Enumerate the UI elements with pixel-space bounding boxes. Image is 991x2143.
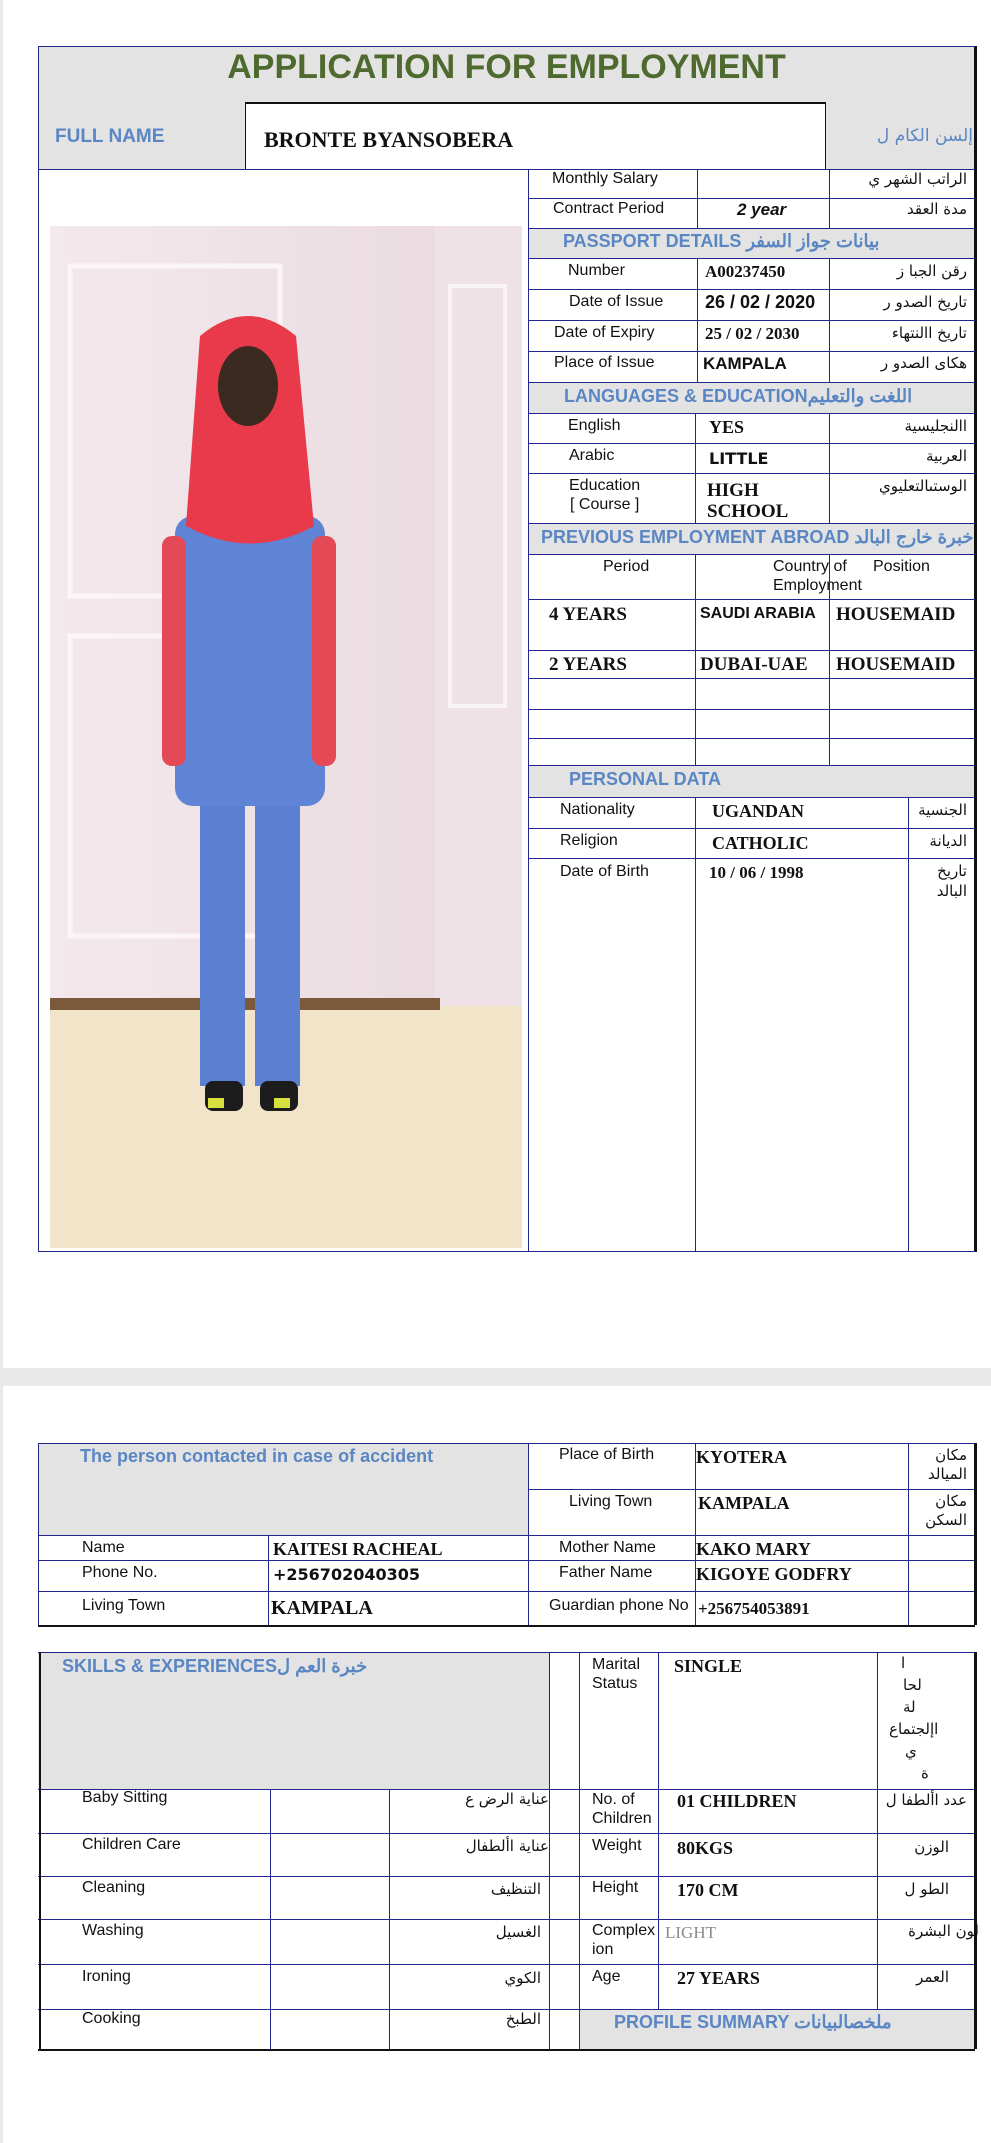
skill-label-baby-sitting: Baby Sitting (82, 1789, 168, 1806)
date-of-expiry-arabic: تاريخ االنتهاء (891, 324, 967, 342)
date-of-birth-arabic-line2: البالد (936, 882, 967, 900)
height-label: Height (592, 1879, 639, 1896)
contact-town-label: Living Town (82, 1597, 166, 1614)
mother-name-label: Mother Name (559, 1539, 656, 1556)
english-value: YES (709, 417, 745, 437)
place-of-issue-label: Place of Issue (554, 354, 655, 371)
education-label: Education (569, 477, 641, 494)
previous-employment-header: PREVIOUS EMPLOYMENT ABROAD خبرة خارج البالد (541, 527, 974, 547)
passport-number-label: Number (568, 262, 625, 279)
children-label-line2: Children (592, 1810, 652, 1827)
country-column-header-line2: Employment (773, 577, 862, 594)
guardian-phone-label: Guardian phone No (549, 1597, 689, 1614)
full-name-label: FULL NAME (55, 126, 165, 147)
weight-value: 80KGS (677, 1838, 734, 1858)
nationality-value: UGANDAN (712, 801, 804, 821)
education-course-label: [ Course ] (570, 496, 640, 513)
monthly-salary-arabic: الراتب الشهر ي (868, 170, 967, 188)
employment-country-1: SAUDI ARABIA (700, 605, 816, 622)
place-of-birth-arabic-line2: الميالد (928, 1465, 967, 1483)
skill-arabic-ironing: الكوي (504, 1969, 541, 1987)
religion-arabic: الديانة (929, 832, 967, 850)
complexion-label-line2: ion (592, 1941, 614, 1958)
page-2 (3, 1386, 991, 2143)
passport-header: PASSPORT DETAILS بيانات جواز السفر (563, 231, 880, 251)
education-value: HIGH (707, 480, 759, 501)
mother-name-value: KAKO MARY (696, 1539, 811, 1559)
children-label: No. of (592, 1791, 635, 1808)
height-arabic: الطو ل (904, 1880, 949, 1898)
marital-status-label-line2: Status (592, 1675, 638, 1692)
place-of-birth-arabic: مكان (935, 1446, 967, 1464)
age-arabic: العمر (916, 1968, 949, 1986)
passport-number-arabic: رقن الجبا ز (896, 262, 967, 280)
date-of-issue-label: Date of Issue (569, 293, 664, 310)
contract-period-arabic: مدة العقد (907, 200, 967, 218)
place-of-issue-value: KAMPALA (703, 354, 787, 373)
nationality-label: Nationality (560, 801, 635, 818)
weight-label: Weight (592, 1837, 642, 1854)
contract-period-label: Contract Period (553, 200, 665, 217)
skill-arabic-cleaning: التنظيف (490, 1880, 541, 1898)
skill-arabic-washing: الغسيل (495, 1923, 541, 1941)
date-of-birth-value: 10 / 06 / 1998 (709, 863, 804, 882)
skill-label-children-care: Children Care (82, 1836, 181, 1853)
profile-summary-header: PROFILE SUMMARY ملخصالبيانات (614, 2012, 892, 2032)
date-of-expiry-value: 25 / 02 / 2030 (705, 324, 800, 343)
living-town-arabic: مكان (935, 1492, 967, 1510)
skill-label-ironing: Ironing (82, 1968, 131, 1985)
contact-town-value: KAMPALA (271, 1597, 373, 1619)
english-arabic: االنجليسية (904, 417, 967, 435)
complexion-value: LIGHT (665, 1923, 716, 1942)
employment-country-2: DUBAI-UAE (700, 654, 808, 675)
skill-arabic-children-care: عناية األطفال (465, 1837, 549, 1855)
country-column-header: Country of (773, 558, 847, 575)
contact-phone-label: Phone No. (82, 1564, 158, 1581)
father-name-label: Father Name (559, 1564, 653, 1581)
languages-header: LANGUAGES & EDUCATIONاللغت والتعليم (564, 386, 913, 406)
complexion-arabic: لون البشرة (908, 1922, 979, 1940)
period-column-header: Period (603, 558, 650, 575)
contact-name-label: Name (82, 1539, 125, 1556)
page-1 (3, 0, 991, 1368)
full-name-value: BRONTE BYANSOBERA (264, 127, 514, 152)
marital-status-label: Marital (592, 1656, 641, 1673)
arabic-label: Arabic (569, 447, 615, 464)
height-value: 170 CM (677, 1880, 739, 1900)
religion-value: CATHOLIC (712, 833, 809, 853)
contract-period-value: 2 year (737, 200, 787, 219)
contact-phone-value: +256702040305 (273, 1565, 420, 1584)
skill-arabic-baby-sitting: عناية الرض ع (465, 1790, 549, 1808)
emergency-contact-header: The person contacted in case of accident (80, 1446, 434, 1466)
skill-label-cleaning: Cleaning (82, 1879, 146, 1896)
page-title: APPLICATION FOR EMPLOYMENT (227, 48, 786, 86)
marital-status-arabic: ا لحا لة اإلجتماع ي ة (889, 1654, 939, 1782)
father-name-value: KIGOYE GODFRY (696, 1564, 852, 1584)
monthly-salary-label: Monthly Salary (552, 170, 658, 187)
complexion-label: Complex (592, 1922, 656, 1939)
education-value-line2: SCHOOL (707, 501, 789, 522)
employment-position-2: HOUSEMAID (836, 654, 956, 675)
full-name-arabic: إلسن الكام ل (876, 126, 973, 146)
skill-label-washing: Washing (82, 1922, 144, 1939)
arabic-value: LITTLE (709, 449, 769, 468)
place-of-birth-label: Place of Birth (559, 1446, 655, 1463)
contact-name-value: KAITESI RACHEAL (273, 1539, 443, 1559)
children-value: 01 CHILDREN (677, 1791, 797, 1811)
personal-data-header: PERSONAL DATA (569, 769, 722, 789)
nationality-arabic: الجنسية (918, 801, 967, 819)
skill-arabic-cooking: الطبخ (505, 2010, 541, 2028)
marital-status-value: SINGLE (674, 1656, 743, 1676)
position-column-header: Position (873, 558, 930, 575)
skills-header: SKILLS & EXPERIENCESخبرة العم ل (62, 1656, 368, 1676)
age-value: 27 YEARS (677, 1968, 760, 1988)
date-of-expiry-label: Date of Expiry (554, 324, 655, 341)
religion-label: Religion (560, 832, 618, 849)
children-arabic: عدد األطفا ل (885, 1791, 967, 1809)
skill-label-cooking: Cooking (82, 2010, 141, 2027)
age-label: Age (592, 1968, 621, 1985)
place-of-issue-arabic: هكاى الصدو ر (880, 354, 967, 372)
date-of-issue-arabic: تاريخ الصدو ر (883, 293, 967, 311)
arabic-arabic: العربية (926, 447, 967, 465)
english-label: English (568, 417, 621, 434)
date-of-birth-arabic: تاريخ (937, 862, 967, 880)
living-town-arabic-line2: السكن (925, 1511, 967, 1529)
passport-number-value: A00237450 (705, 262, 786, 281)
education-arabic: الوستىالتعليوي (879, 477, 967, 495)
guardian-phone-value: +256754053891 (698, 1599, 810, 1618)
place-of-birth-value: KYOTERA (696, 1447, 788, 1467)
employment-position-1: HOUSEMAID (836, 604, 956, 625)
date-of-birth-label: Date of Birth (560, 863, 649, 880)
weight-arabic: الوزن (914, 1838, 949, 1856)
living-town-label: Living Town (569, 1493, 653, 1510)
living-town-value: KAMPALA (698, 1493, 790, 1513)
date-of-issue-value: 26 / 02 / 2020 (705, 292, 816, 312)
applicant-photo (50, 226, 522, 1248)
employment-period-1: 4 YEARS (549, 604, 627, 625)
employment-period-2: 2 YEARS (549, 654, 627, 675)
